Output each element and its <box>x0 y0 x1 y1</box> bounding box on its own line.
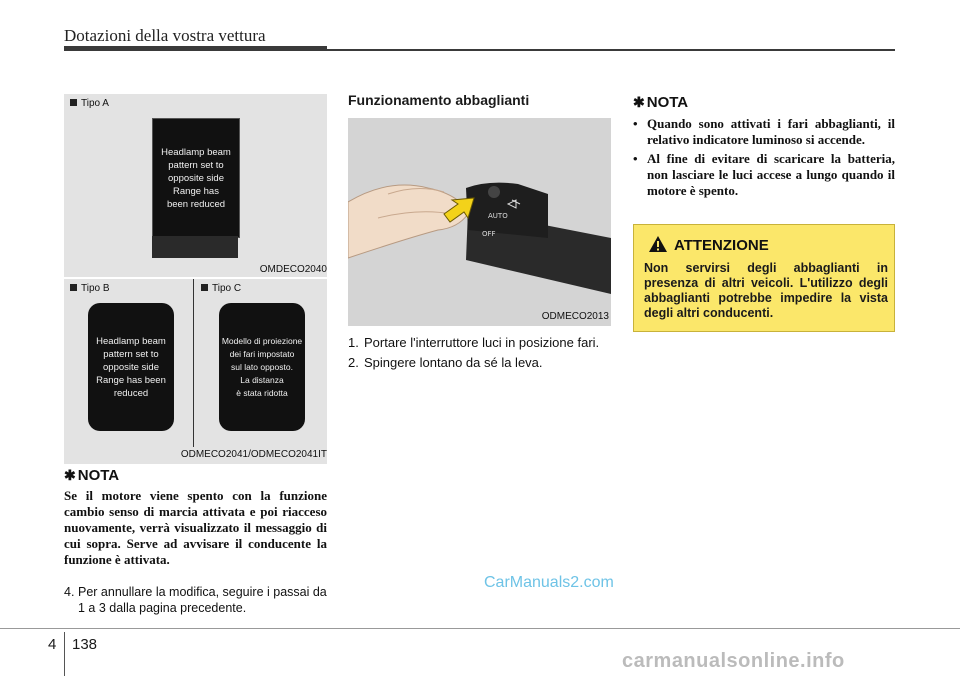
lcd-line: Range has <box>173 185 219 197</box>
list-item <box>633 151 895 199</box>
lcd-line: Headlamp beam <box>96 335 166 347</box>
lcd-line: Range has been <box>96 374 166 386</box>
note-right-heading <box>633 94 688 111</box>
label-text: Tipo A <box>81 98 109 109</box>
photo-code: ODMECO2013 <box>541 311 609 322</box>
lcd-display-tipo-c <box>219 303 305 431</box>
note-heading-text: NOTA <box>646 94 689 111</box>
bullet-icon: • <box>633 151 638 166</box>
figure-label-tipo-b <box>70 283 110 294</box>
list-item <box>64 584 327 616</box>
figure-label-tipo-c <box>201 283 241 294</box>
page-header-title: Dotazioni della vostra vettura <box>64 26 266 45</box>
note-right-body <box>633 116 895 202</box>
step-text: Spingere lontano da sé la leva. <box>364 355 543 370</box>
lcd-line: è stata ridotta <box>236 387 288 398</box>
figure-code-bc: ODMECO2041/ODMECO2041IT <box>180 449 327 460</box>
bullet-icon: • <box>633 116 638 131</box>
square-bullet-icon <box>70 284 77 291</box>
lcd-line: Headlamp beam <box>161 146 231 158</box>
step-list <box>64 584 327 616</box>
note-left-body: Se il motore viene spento con la funzione cambio senso di marcia attivata e poi riacceso nuovamente, verrà visualizzato il messaggio di cui sopra. Serve ad avvisare il conducente la funzione è attivata. <box>64 488 327 567</box>
step-list <box>348 334 611 371</box>
svg-text:AUTO: AUTO <box>488 212 508 220</box>
bullet-text: Al fine di evitare di scaricare la batteria, non lasciare le luci accese a lungo quando il motore è spento. <box>647 151 895 198</box>
list-item <box>633 116 895 148</box>
lcd-bottom-strip <box>152 236 238 258</box>
section-number: 4 <box>48 636 57 653</box>
figure-tipo-a <box>64 94 327 277</box>
label-text: Tipo B <box>81 283 110 294</box>
lcd-line: La distanza <box>240 374 284 385</box>
lcd-line: opposite side <box>103 361 159 373</box>
note-heading-text: NOTA <box>77 467 120 484</box>
watermark-footer: carmanualsonline.info <box>622 650 845 672</box>
lcd-display-tipo-b <box>88 303 174 431</box>
svg-text:OFF: OFF <box>482 230 496 238</box>
header-rule <box>327 49 895 51</box>
bullet-text: Quando sono attivati i fari abbaglianti, il relativo indicatore luminoso si accende. <box>647 116 895 147</box>
lcd-line: dei fari impostato <box>229 348 295 359</box>
header-bar <box>64 46 327 51</box>
step-number: 1. <box>348 335 359 350</box>
figure-label-tipo-a <box>70 98 109 109</box>
step-4 <box>64 584 327 619</box>
figure-code-a: OMDECO2040 <box>259 264 327 275</box>
warning-box <box>633 224 895 332</box>
asterisk-icon: ✱ <box>64 467 76 483</box>
lcd-line: been reduced <box>166 198 226 210</box>
headlamp-stalk-illustration <box>348 118 611 326</box>
figure-tipo-bc <box>64 279 327 464</box>
lcd-line: Modello di proiezione <box>221 335 303 346</box>
middle-steps <box>348 334 611 374</box>
footer-rule <box>0 628 960 629</box>
lcd-line: sul lato opposto. <box>231 361 293 372</box>
warning-title: ATTENZIONE <box>674 237 769 254</box>
section-title: Funzionamento abbaglianti <box>348 92 530 108</box>
lcd-line: pattern set to <box>103 348 159 360</box>
list-item <box>348 354 611 371</box>
label-text: Tipo C <box>212 283 242 294</box>
warning-body: Non servirsi degli abbaglianti in presenza di altri veicoli. L'utilizzo degli abbaglianti potrebbe impedire la vista degli altri conducenti. <box>644 261 888 320</box>
note-bullet-list <box>633 116 895 199</box>
lcd-line: reduced <box>113 387 149 399</box>
step-number: 2. <box>348 355 359 370</box>
watermark-site: CarManuals2.com <box>484 574 614 591</box>
asterisk-icon: ✱ <box>633 94 645 110</box>
step-number: 4. <box>64 585 75 599</box>
lcd-line: pattern set to <box>168 159 224 171</box>
step-text: Per annullare la modifica, seguire i passai da 1 a 3 dalla pagina precedente. <box>78 585 327 615</box>
lcd-line: opposite side <box>168 172 224 184</box>
stalk-photo <box>348 118 611 326</box>
square-bullet-icon <box>70 99 77 106</box>
note-left-heading <box>64 467 119 484</box>
footer-divider <box>64 632 65 676</box>
warning-triangle-icon <box>648 235 668 253</box>
list-item <box>348 334 611 351</box>
lcd-display-tipo-a <box>152 118 240 238</box>
step-text: Portare l'interruttore luci in posizione fari. <box>364 335 600 350</box>
page-number: 138 <box>72 636 98 653</box>
square-bullet-icon <box>201 284 208 291</box>
figure-divider <box>193 279 194 447</box>
